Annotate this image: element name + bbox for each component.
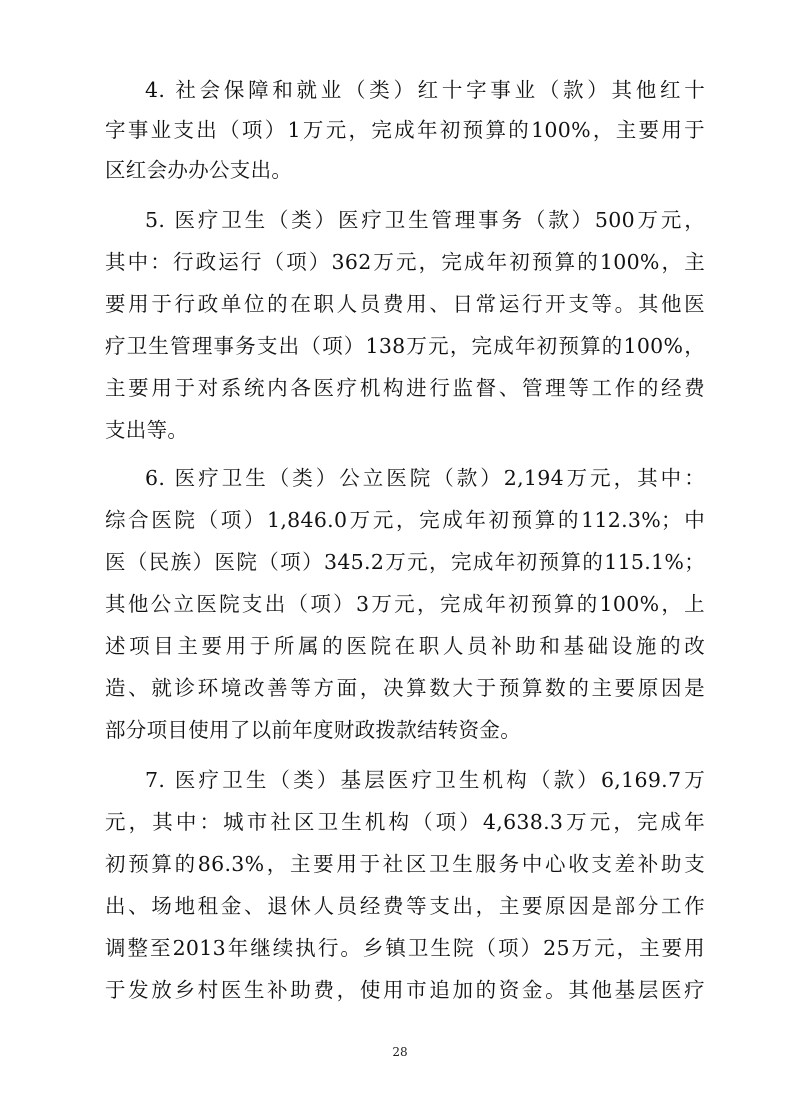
paragraph-5-line-2: 其中：行政运行（项）362万元，完成年初预算的100%，主 xyxy=(105,250,705,274)
paragraph-5-line-5: 主要用于对系统内各医疗机构进行监督、管理等工作的经费 xyxy=(105,376,705,400)
paragraph-5-line-6: 支出等。 xyxy=(105,418,189,442)
paragraph-6-line-3: 医（民族）医院（项）345.2万元，完成年初预算的115.1%； xyxy=(105,550,705,574)
paragraph-5-line-3: 要用于行政单位的在职人员费用、日常运行开支等。其他医 xyxy=(105,292,705,316)
paragraph-7-line-2: 元，其中：城市社区卫生机构（项）4,638.3万元，完成年 xyxy=(105,810,705,834)
paragraph-6-line-4: 其他公立医院支出（项）3万元，完成年初预算的100%，上 xyxy=(105,592,705,616)
paragraph-6-line-5: 述项目主要用于所属的医院在职人员补助和基础设施的改 xyxy=(105,634,705,658)
paragraph-4-line-1: 4. 社会保障和就业（类）红十字事业（款）其他红十 xyxy=(145,78,705,102)
paragraph-7-line-6: 于发放乡村医生补助费，使用市追加的资金。其他基层医疗 xyxy=(105,978,705,1002)
paragraph-6-line-1: 6. 医疗卫生（类）公立医院（款）2,194万元，其中： xyxy=(145,466,705,490)
paragraph-6-line-2: 综合医院（项）1,846.0万元，完成年初预算的112.3%；中 xyxy=(105,508,705,532)
paragraph-5-line-4: 疗卫生管理事务支出（项）138万元，完成年初预算的100%， xyxy=(105,334,705,358)
paragraph-7-line-5: 调整至2013年继续执行。乡镇卫生院（项）25万元，主要用 xyxy=(105,936,705,960)
page-number: 28 xyxy=(392,1045,408,1059)
paragraph-5-line-1: 5. 医疗卫生（类）医疗卫生管理事务（款）500万元， xyxy=(145,208,705,232)
paragraph-7-line-1: 7. 医疗卫生（类）基层医疗卫生机构（款）6,169.7万 xyxy=(145,768,705,792)
paragraph-4-line-2: 字事业支出（项）1万元，完成年初预算的100%，主要用于 xyxy=(105,118,705,142)
paragraph-6-line-7: 部分项目使用了以前年度财政拨款结转资金。 xyxy=(105,718,521,742)
paragraph-7-line-4: 出、场地租金、退休人员经费等支出，主要原因是部分工作 xyxy=(105,894,705,918)
paragraph-4-line-3: 区红会办办公支出。 xyxy=(105,158,293,182)
paragraph-7-line-3: 初预算的86.3%，主要用于社区卫生服务中心收支差补助支 xyxy=(105,852,705,876)
paragraph-6-line-6: 造、就诊环境改善等方面，决算数大于预算数的主要原因是 xyxy=(105,676,705,700)
